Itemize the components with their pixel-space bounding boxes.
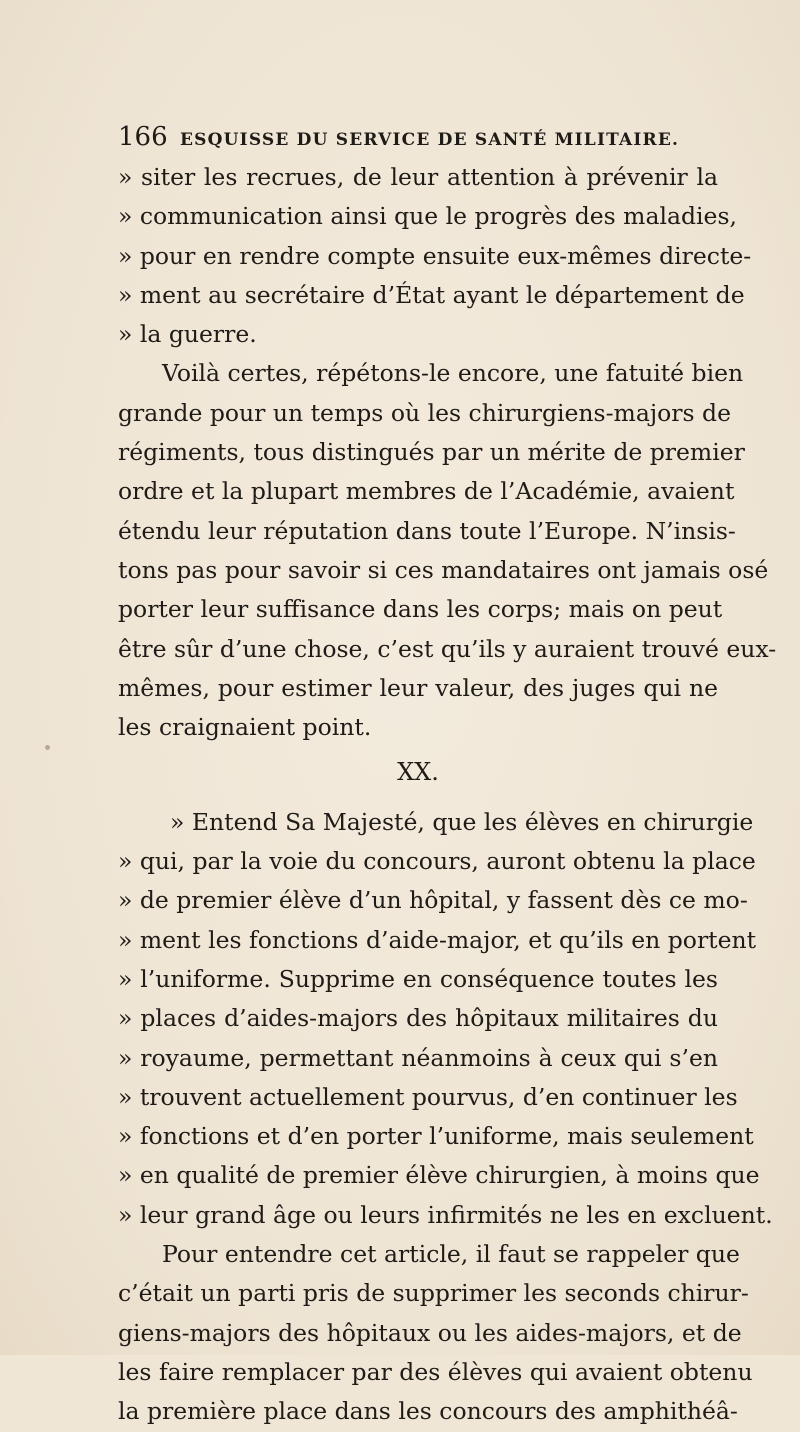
text-line: » trouvent actuellement pourvus, d’en continuer les [118,1082,738,1111]
text-line: c’était un parti pris de supprimer les seconds chirur- [118,1279,749,1308]
body-text [118,158,777,1432]
text-line: » ment les fonctions d’aide-major, et qu’ils en portent [118,925,757,954]
text-line: porter leur suffisance dans les corps; mais on peut [118,595,723,624]
text-line: » la guerre. [118,320,257,349]
text-line: mêmes, pour estimer leur valeur, des juges qui ne [118,673,718,702]
text-line: » en qualité de premier élève chirurgien, à moins que [118,1161,760,1190]
text-line: les faire remplacer par des élèves qui avaient obtenu [118,1357,753,1386]
text-line: la première place dans les concours des amphithéâ- [118,1397,738,1426]
text-line: » communication ainsi que le progrès des maladies, [118,202,737,231]
text-line: giens-majors des hôpitaux ou les aides-majors, et de [118,1318,742,1347]
running-head: ESQUISSE DU SERVICE DE SANTÉ MILITAIRE. [180,130,680,150]
text-line: » ment au secrétaire d’État ayant le département de [118,280,745,309]
text-line: » places d’aides-majors des hôpitaux militaires du [118,1004,718,1033]
text-line: » Entend Sa Majesté, que les élèves en chirurgie [170,807,754,836]
section-heading: XX. [397,758,439,787]
text-line: » royaume, permettant néanmoins à ceux qui s’en [118,1043,718,1072]
text-line: grande pour un temps où les chirurgiens-majors de [118,398,731,427]
text-line: Pour entendre cet article, il faut se rappeler que [162,1240,740,1269]
text-line: étendu leur réputation dans toute l’Europe. N’insis- [118,516,736,545]
text-line: régiments, tous distingués par un mérite de premier [118,438,745,467]
text-line: » pour en rendre compte ensuite eux-mêmes directe- [118,241,752,270]
text-line: tons pas pour savoir si ces mandataires ont jamais osé [118,555,769,584]
text-line: » fonctions et d’en porter l’uniforme, mais seulement [118,1122,754,1151]
page-number: 166 [118,122,168,152]
margin-speck [45,745,50,750]
text-line: » de premier élève d’un hôpital, y fassent dès ce mo- [118,886,748,915]
text-line: ordre et la plupart membres de l’Académie, avaient [118,477,735,506]
text-line: » qui, par la voie du concours, auront obtenu la place [118,847,756,876]
page-header [118,122,718,156]
text-line: » leur grand âge ou leurs infirmités ne les en excluent. [118,1200,773,1229]
text-line: » siter les recrues, de leur attention à prévenir la [118,163,718,191]
text-line: les craignaient point. [118,713,372,742]
text-line: Voilà certes, répétons-le encore, une fatuité bien [162,359,744,388]
text-line: » l’uniforme. Supprime en conséquence toutes les [118,964,718,993]
text-line: être sûr d’une chose, c’est qu’ils y auraient trouvé eux- [118,634,777,663]
